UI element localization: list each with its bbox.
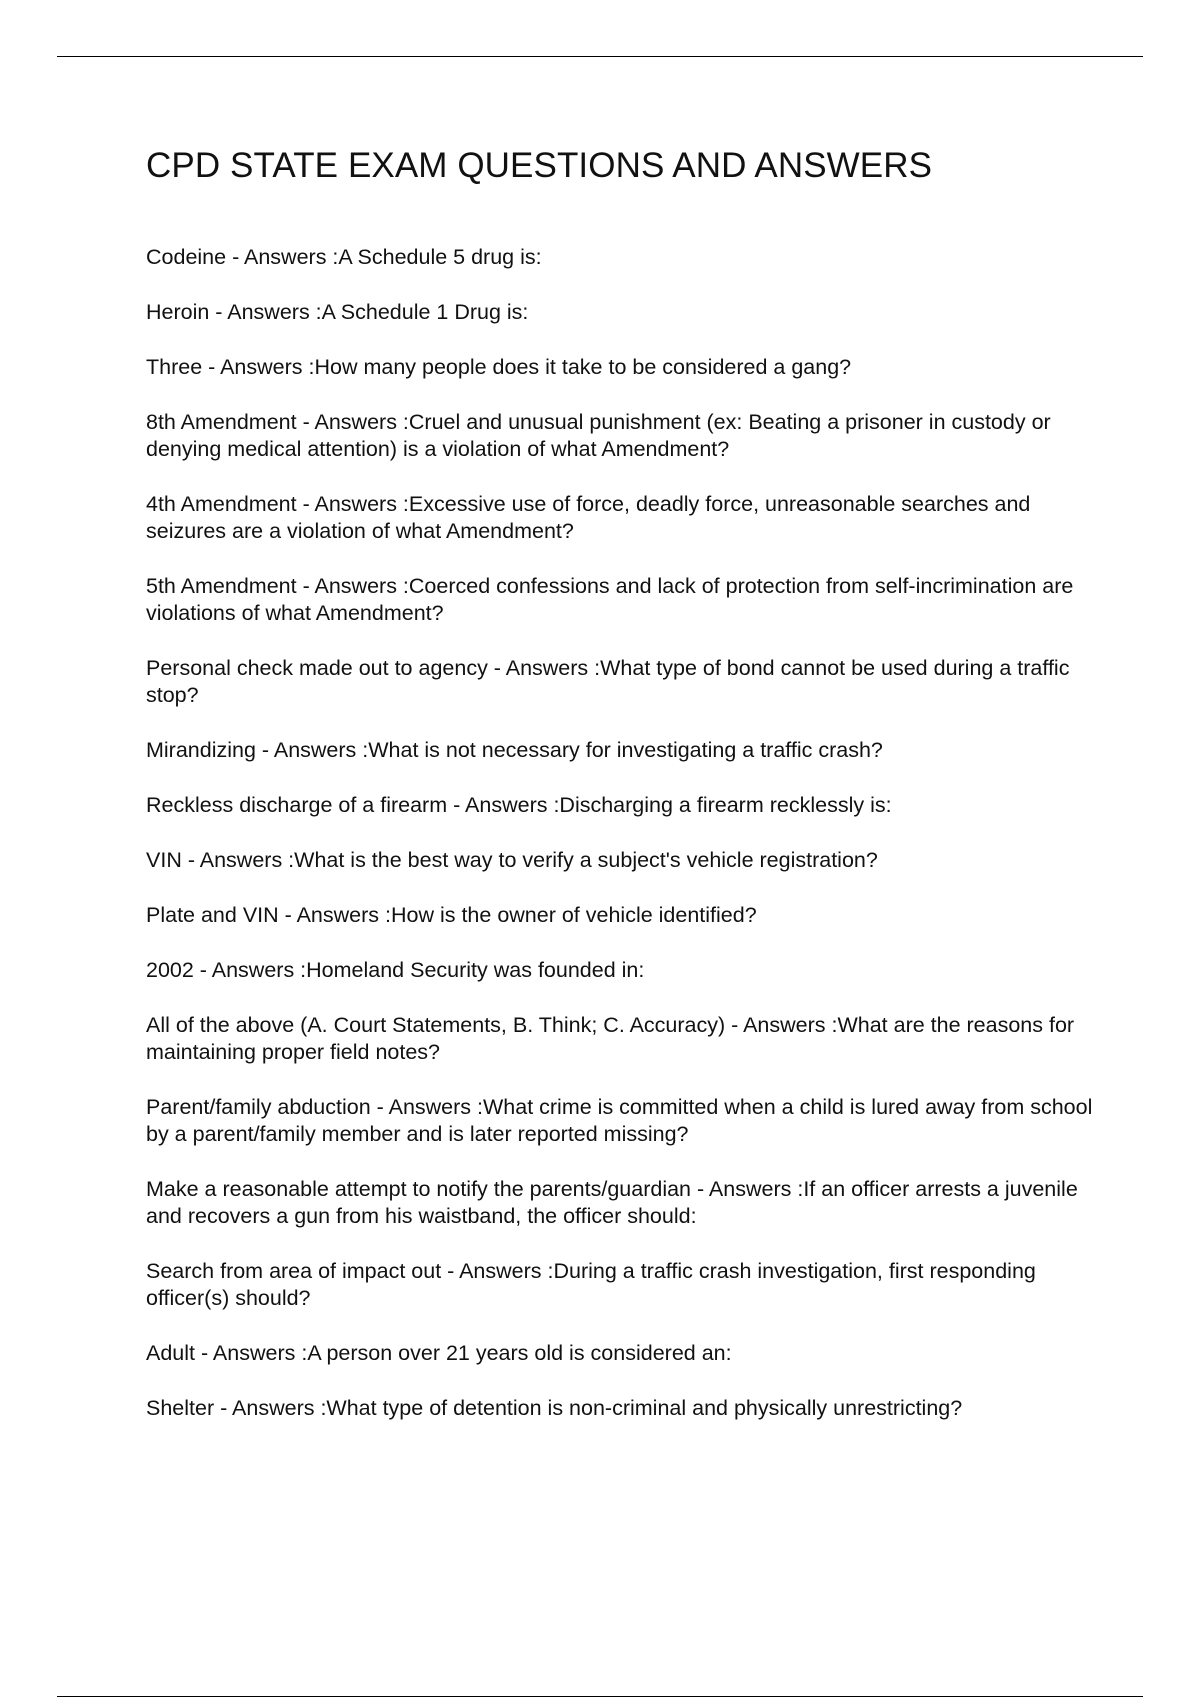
qa-item: Heroin - Answers :A Schedule 1 Drug is:: [146, 300, 529, 324]
qa-item: Personal check made out to agency - Answers :What type of bond cannot be used during a traffic stop?: [146, 656, 1070, 707]
qa-item: 5th Amendment - Answers :Coerced confessions and lack of protection from self-incrimination are violations of what Amendment?: [146, 574, 1074, 625]
qa-item: Plate and VIN - Answers :How is the owner of vehicle identified?: [146, 903, 757, 927]
qa-item: Parent/family abduction - Answers :What crime is committed when a child is lured away from school by a parent/family member and is later reported missing?: [146, 1095, 1093, 1146]
qa-item: 8th Amendment - Answers :Cruel and unusual punishment (ex: Beating a prisoner in custody or denying medical attention) is a violation of what Amendment?: [146, 410, 1051, 461]
qa-list: [146, 244, 1106, 1422]
qa-item: All of the above (A. Court Statements, B. Think; C. Accuracy) - Answers :What are the reasons for maintaining proper field notes?: [146, 1013, 1075, 1064]
qa-item: VIN - Answers :What is the best way to verify a subject's vehicle registration?: [146, 848, 878, 872]
qa-item: Three - Answers :How many people does it take to be considered a gang?: [146, 355, 852, 379]
page-title: CPD STATE EXAM QUESTIONS AND ANSWERS: [146, 146, 933, 185]
qa-item: 4th Amendment - Answers :Excessive use of force, deadly force, unreasonable searches and seizures are a violation of what Amendment?: [146, 492, 1031, 543]
bottom-divider: [57, 1696, 1143, 1697]
qa-item: Shelter - Answers :What type of detention is non-criminal and physically unrestricting?: [146, 1396, 963, 1420]
qa-item: Adult - Answers :A person over 21 years old is considered an:: [146, 1341, 732, 1365]
qa-item: Make a reasonable attempt to notify the parents/guardian - Answers :If an officer arrests a juvenile and recovers a gun from his waistband, the officer should:: [146, 1177, 1078, 1228]
qa-item: 2002 - Answers :Homeland Security was founded in:: [146, 958, 645, 982]
qa-item: Codeine - Answers :A Schedule 5 drug is:: [146, 245, 542, 269]
top-divider: [57, 56, 1143, 57]
qa-item: Reckless discharge of a firearm - Answers :Discharging a firearm recklessly is:: [146, 793, 892, 817]
document-body: [146, 140, 1106, 1450]
qa-item: Mirandizing - Answers :What is not necessary for investigating a traffic crash?: [146, 738, 883, 762]
qa-item: Search from area of impact out - Answers :During a traffic crash investigation, first responding officer(s) should?: [146, 1259, 1036, 1310]
